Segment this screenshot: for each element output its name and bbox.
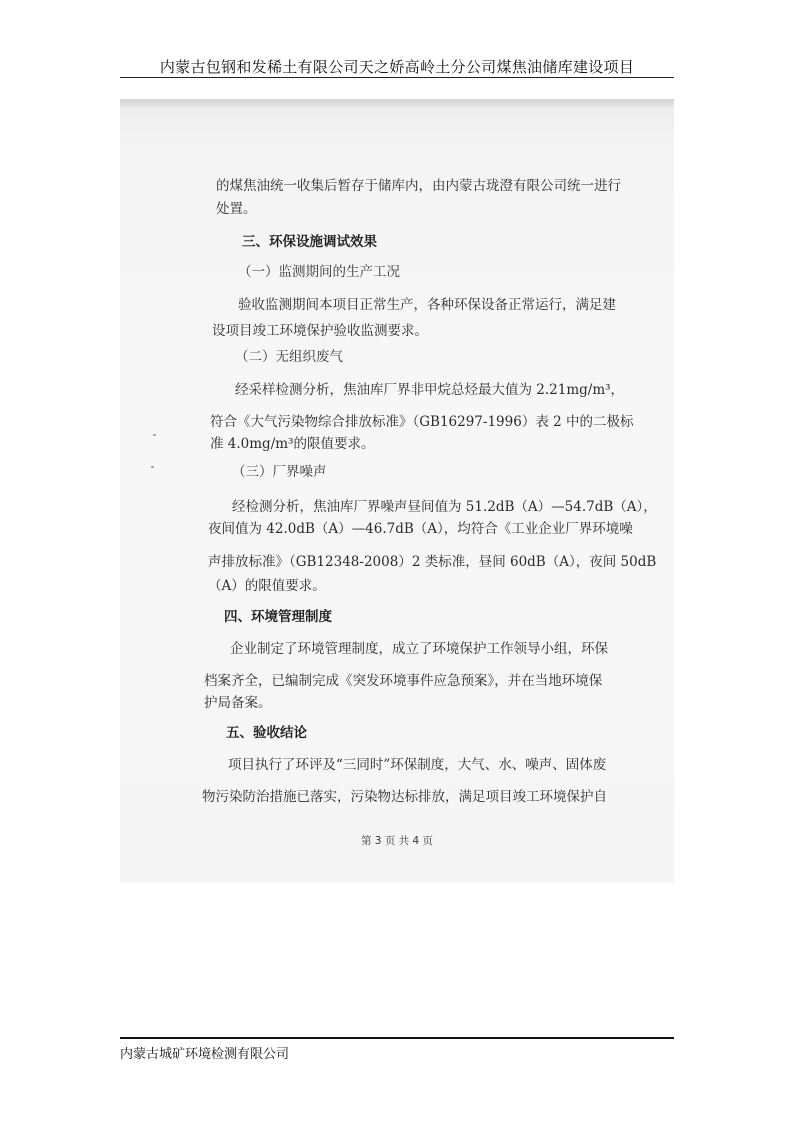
body-line: 护局备案。 bbox=[204, 695, 272, 711]
subsection-heading: （一）监测期间的生产工况 bbox=[238, 264, 400, 280]
body-line: 处置。 bbox=[216, 201, 257, 217]
scan-top-shadow bbox=[120, 99, 674, 109]
body-line: 声排放标准》（GB12348-2008）2 类标准，昼间 60dB（A），夜间 50dB bbox=[208, 554, 657, 570]
body-line: 验收监测期间本项目正常生产，各种环保设备正常运行，满足建 bbox=[238, 297, 616, 313]
body-line: 夜间值为 42.0dB（A）—46.7dB（A），均符合《工业企业厂界环境噪 bbox=[208, 521, 633, 537]
scan-speck bbox=[151, 466, 154, 468]
scan-speck bbox=[153, 434, 156, 436]
section-heading-4: 四、环境管理制度 bbox=[224, 609, 332, 625]
body-line: 经检测分析，焦油库厂界噪声昼间值为 51.2dB（A）—54.7dB（A）， bbox=[232, 499, 657, 515]
subsection-heading: （三）厂界噪声 bbox=[232, 464, 327, 480]
subsection-heading: （二）无组织废气 bbox=[235, 349, 343, 365]
header-divider bbox=[120, 77, 674, 78]
page-header-title: 内蒙古包钢和发稀土有限公司天之娇高岭土分公司煤焦油储库建设项目 bbox=[159, 58, 635, 76]
body-line: 档案齐全，已编制完成《突发环境事件应急预案》，并在当地环境保 bbox=[204, 673, 603, 689]
section-heading-5: 五、验收结论 bbox=[226, 725, 307, 741]
body-line: 企业制定了环境管理制度，成立了环境保护工作领导小组，环保 bbox=[230, 641, 608, 657]
footer-company: 内蒙古城矿环境检测有限公司 bbox=[120, 1047, 290, 1062]
body-line: 物污染防治措施已落实，污染物达标排放，满足项目竣工环境保护自 bbox=[202, 789, 607, 805]
body-line: 项目执行了环评及“三同时”环保制度，大气、水、噪声、固体废 bbox=[228, 757, 607, 773]
page-number: 第 3 页 共 4 页 bbox=[360, 835, 434, 847]
body-line: 准 4.0mg/m³的限值要求。 bbox=[210, 436, 375, 452]
footer-divider bbox=[120, 1037, 674, 1039]
scanned-page bbox=[120, 99, 674, 883]
body-line: 经采样检测分析，焦油库厂界非甲烷总烃最大值为 2.21mg/m³， bbox=[235, 382, 625, 398]
body-line: （A）的限值要求。 bbox=[208, 578, 326, 594]
body-line: 设项目竣工环境保护验收监测要求。 bbox=[212, 323, 428, 339]
body-line: 的煤焦油统一收集后暂存于储库内，由内蒙古珑澄有限公司统一进行 bbox=[216, 178, 621, 194]
section-heading-3: 三、环保设施调试效果 bbox=[242, 234, 377, 250]
body-line: 符合《大气污染物综合排放标准》（GB16297-1996）表 2 中的二极标 bbox=[210, 414, 634, 430]
